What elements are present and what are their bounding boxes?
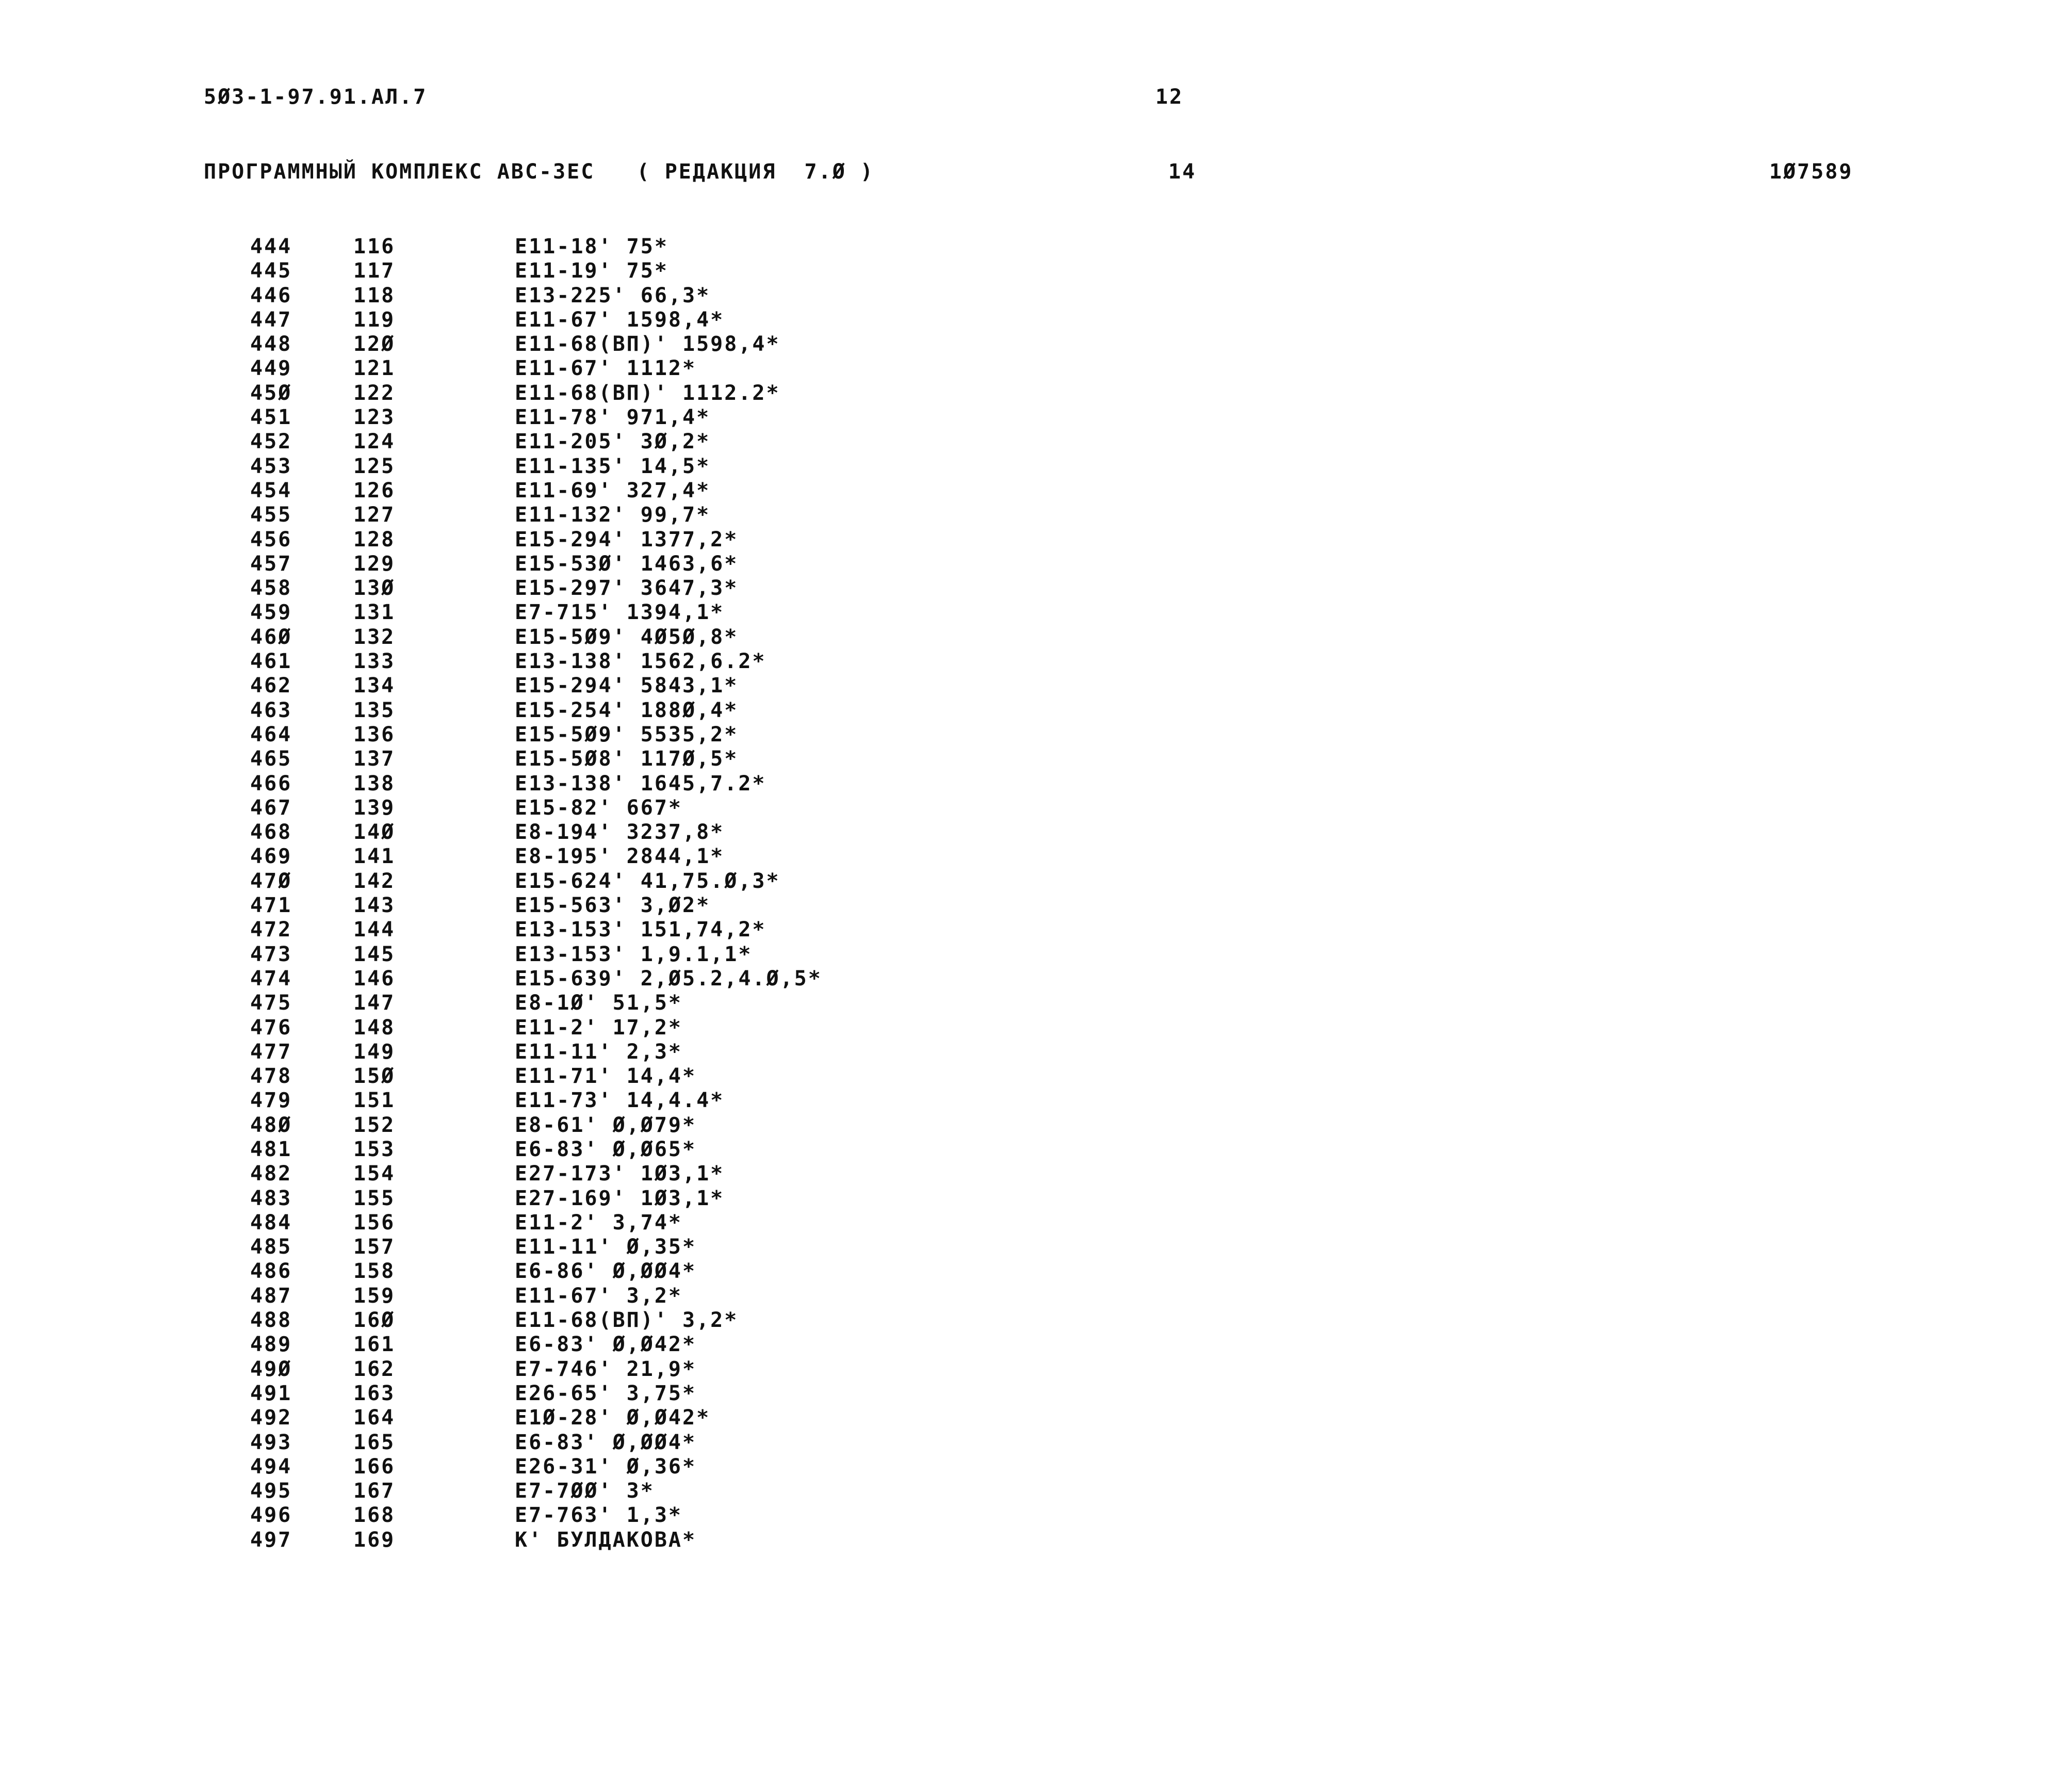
listing-row: [0, 1357, 2072, 1382]
row-number: 477: [250, 1040, 292, 1064]
card-number: 167: [353, 1479, 396, 1503]
record-text: E13-225' 66,3*: [515, 283, 711, 307]
record-text: E13-138' 1562,6.2*: [515, 650, 766, 674]
card-number: 152: [353, 1113, 396, 1137]
row-number: 444: [250, 235, 292, 258]
row-number: 494: [250, 1454, 292, 1479]
record-text: E8-194' 3237,8*: [515, 820, 725, 845]
row-number: 447: [250, 307, 292, 332]
listing-row: [0, 845, 2072, 869]
listing-row: [0, 1040, 2072, 1064]
listing-row: [0, 869, 2072, 894]
row-number: 469: [250, 845, 292, 869]
listing-row: [0, 674, 2072, 698]
listing-row: [0, 1284, 2072, 1308]
listing-row: [0, 723, 2072, 747]
listing-row: [0, 991, 2072, 1015]
record-text: E11-73' 14,4.4*: [515, 1089, 725, 1113]
card-number: 134: [353, 674, 396, 698]
record-text: E11-68(ВП)' 1112.2*: [515, 381, 780, 405]
card-number: 148: [353, 1015, 396, 1040]
record-text: E7-746' 21,9*: [515, 1357, 697, 1381]
row-number: 492: [250, 1406, 292, 1430]
listing-row: [0, 820, 2072, 845]
row-number: 458: [250, 576, 292, 601]
record-text: E8-61' Ø,Ø79*: [515, 1113, 697, 1137]
row-number: 446: [250, 283, 292, 307]
record-text: E11-18' 75*: [515, 235, 668, 258]
row-number: 464: [250, 722, 292, 747]
row-number: 457: [250, 552, 292, 576]
record-text: E11-2' 17,2*: [515, 1015, 682, 1040]
row-number: 482: [250, 1162, 292, 1186]
record-text: E11-67' 1598,4*: [515, 307, 725, 332]
record-text: E15-294' 1377,2*: [515, 527, 739, 552]
row-number: 49Ø: [250, 1357, 292, 1381]
row-number: 48Ø: [250, 1113, 292, 1137]
row-number: 483: [250, 1186, 292, 1210]
row-number: 449: [250, 356, 292, 381]
row-number: 463: [250, 698, 292, 722]
row-number: 487: [250, 1284, 292, 1308]
listing-row: [0, 601, 2072, 625]
record-text: E11-19' 75*: [515, 259, 668, 283]
card-number: 132: [353, 625, 396, 649]
listing-row: [0, 528, 2072, 552]
card-number: 131: [353, 601, 396, 625]
row-number: 479: [250, 1089, 292, 1113]
listing-row: [0, 405, 2072, 430]
record-text: E8-1Ø' 51,5*: [515, 991, 682, 1015]
card-number: 154: [353, 1162, 396, 1186]
record-text: E15-297' 3647,3*: [515, 576, 739, 601]
listing-row: [0, 650, 2072, 674]
listing-row: [0, 1064, 2072, 1089]
page-number: 14: [1168, 160, 1197, 184]
sheet-number: 12: [1155, 85, 1184, 109]
record-text: E27-173' 1Ø3,1*: [515, 1162, 725, 1186]
listing-row: [0, 308, 2072, 332]
row-number: 451: [250, 405, 292, 430]
listing-row: [0, 576, 2072, 601]
listing-row: [0, 699, 2072, 723]
listing-row: [0, 503, 2072, 527]
row-number: 471: [250, 894, 292, 918]
row-number: 468: [250, 820, 292, 845]
card-number: 163: [353, 1381, 396, 1405]
card-number: 119: [353, 307, 396, 332]
listing-row: [0, 455, 2072, 479]
card-number: 166: [353, 1454, 396, 1479]
row-number: 478: [250, 1064, 292, 1089]
listing-row: [0, 356, 2072, 381]
record-text: E11-11' Ø,35*: [515, 1235, 697, 1259]
row-number: 475: [250, 991, 292, 1015]
card-number: 147: [353, 991, 396, 1015]
record-text: E7-715' 1394,1*: [515, 601, 725, 625]
card-number: 137: [353, 747, 396, 771]
record-text: E15-294' 5843,1*: [515, 674, 739, 698]
document-code: 5Ø3-1-97.91.АЛ.7: [204, 85, 428, 109]
row-number: 47Ø: [250, 869, 292, 893]
card-number: 128: [353, 527, 396, 552]
record-text: E15-5Ø9' 4Ø5Ø,8*: [515, 625, 739, 649]
listing-row: [0, 1187, 2072, 1211]
record-text: E13-138' 1645,7.2*: [515, 771, 766, 796]
card-number: 161: [353, 1333, 396, 1357]
row-number: 491: [250, 1381, 292, 1405]
card-number: 149: [353, 1040, 396, 1064]
card-number: 142: [353, 869, 396, 893]
card-number: 135: [353, 698, 396, 722]
card-number: 125: [353, 454, 396, 478]
record-text: E6-83' Ø,ØØ4*: [515, 1430, 697, 1454]
listing-row: [0, 1235, 2072, 1259]
record-text: E11-68(ВП)' 1598,4*: [515, 332, 780, 356]
row-number: 484: [250, 1210, 292, 1235]
card-number: 122: [353, 381, 396, 405]
record-text: E15-53Ø' 1463,6*: [515, 552, 739, 576]
listing-row: [0, 918, 2072, 942]
record-text: E11-67' 1112*: [515, 356, 697, 381]
listing-row: [0, 772, 2072, 796]
record-text: E6-86' Ø,ØØ4*: [515, 1259, 697, 1284]
listing-row: [0, 1455, 2072, 1479]
card-number: 123: [353, 405, 396, 430]
record-text: E7-7ØØ' 3*: [515, 1479, 655, 1503]
record-text: E7-763' 1,3*: [515, 1503, 682, 1528]
record-text: E11-71' 14,4*: [515, 1064, 697, 1089]
card-number: 138: [353, 771, 396, 796]
row-number: 476: [250, 1015, 292, 1040]
listing-row: [0, 943, 2072, 967]
listing-row: [0, 1259, 2072, 1284]
listing-row: [0, 479, 2072, 503]
listing-row: [0, 1503, 2072, 1528]
card-number: 126: [353, 478, 396, 502]
record-text: E13-153' 151,74,2*: [515, 918, 766, 942]
card-number: 121: [353, 356, 396, 381]
listing-row: [0, 625, 2072, 650]
listing-row: [0, 1162, 2072, 1186]
record-text: E13-153' 1,9.1,1*: [515, 942, 753, 966]
record-text: E11-68(ВП)' 3,2*: [515, 1308, 739, 1333]
card-number: 144: [353, 918, 396, 942]
listing-row: [0, 1211, 2072, 1235]
record-text: E11-69' 327,4*: [515, 478, 711, 502]
row-number: 473: [250, 942, 292, 966]
listing-rows: [0, 235, 2072, 1552]
row-number: 453: [250, 454, 292, 478]
card-number: 145: [353, 942, 396, 966]
card-number: 118: [353, 283, 396, 307]
listing-row: [0, 894, 2072, 918]
listing-row: [0, 1113, 2072, 1138]
record-text: E11-78' 971,4*: [515, 405, 711, 430]
listing-row: [0, 1308, 2072, 1333]
card-number: 124: [353, 430, 396, 454]
record-text: E15-624' 41,75.Ø,3*: [515, 869, 780, 893]
listing-row: [0, 796, 2072, 820]
row-number: 495: [250, 1479, 292, 1503]
record-text: E15-563' 3,Ø2*: [515, 894, 711, 918]
card-number: 127: [353, 503, 396, 527]
row-number: 472: [250, 918, 292, 942]
card-number: 13Ø: [353, 576, 396, 601]
document-id: 1Ø7589: [1769, 160, 1853, 184]
row-number: 459: [250, 601, 292, 625]
listing-row: [0, 1431, 2072, 1455]
row-number: 489: [250, 1333, 292, 1357]
card-number: 151: [353, 1089, 396, 1113]
listing-row: [0, 552, 2072, 576]
card-number: 117: [353, 259, 396, 283]
listing-row: [0, 1089, 2072, 1113]
listing-row: [0, 430, 2072, 454]
row-number: 455: [250, 503, 292, 527]
card-number: 155: [353, 1186, 396, 1210]
card-number: 162: [353, 1357, 396, 1381]
listing-row: [0, 259, 2072, 283]
record-text: E15-5Ø9' 5535,2*: [515, 722, 739, 747]
row-number: 488: [250, 1308, 292, 1333]
row-number: 461: [250, 650, 292, 674]
record-text: E6-83' Ø,Ø42*: [515, 1333, 697, 1357]
listing-row: [0, 235, 2072, 259]
record-text: E11-2' 3,74*: [515, 1210, 682, 1235]
row-number: 465: [250, 747, 292, 771]
card-number: 116: [353, 235, 396, 258]
row-number: 456: [250, 527, 292, 552]
listing-row: [0, 1382, 2072, 1406]
card-number: 156: [353, 1210, 396, 1235]
record-text: E8-195' 2844,1*: [515, 845, 725, 869]
card-number: 136: [353, 722, 396, 747]
record-text: E11-205' 3Ø,2*: [515, 430, 711, 454]
program-title: ПРОГРАММНЫЙ КОМПЛЕКС АВС-3ЕС ( РЕДАКЦИЯ 7.Ø ): [204, 160, 874, 184]
record-text: E11-135' 14,5*: [515, 454, 711, 478]
card-number: 168: [353, 1503, 396, 1528]
card-number: 16Ø: [353, 1308, 396, 1333]
row-number: 448: [250, 332, 292, 356]
record-text: E27-169' 1Ø3,1*: [515, 1186, 725, 1210]
card-number: 146: [353, 966, 396, 991]
listing-row: [0, 1406, 2072, 1430]
card-number: 153: [353, 1137, 396, 1161]
listing-row: [0, 1138, 2072, 1162]
row-number: 452: [250, 430, 292, 454]
record-text: E15-5Ø8' 117Ø,5*: [515, 747, 739, 771]
record-text: E6-83' Ø,Ø65*: [515, 1137, 697, 1161]
card-number: 159: [353, 1284, 396, 1308]
row-number: 467: [250, 796, 292, 820]
listing-row: [0, 1479, 2072, 1503]
row-number: 466: [250, 771, 292, 796]
row-number: 474: [250, 966, 292, 991]
row-number: 462: [250, 674, 292, 698]
row-number: 496: [250, 1503, 292, 1528]
listing-row: [0, 967, 2072, 991]
record-text: E1Ø-28' Ø,Ø42*: [515, 1406, 711, 1430]
listing-row: [0, 1016, 2072, 1040]
card-number: 169: [353, 1528, 396, 1552]
listing-row: [0, 381, 2072, 405]
card-number: 143: [353, 894, 396, 918]
row-number: 486: [250, 1259, 292, 1284]
card-number: 12Ø: [353, 332, 396, 356]
row-number: 481: [250, 1137, 292, 1161]
listing-row: [0, 1528, 2072, 1552]
record-text: E15-82' 667*: [515, 796, 682, 820]
card-number: 165: [353, 1430, 396, 1454]
row-number: 454: [250, 478, 292, 502]
record-text: E15-639' 2,Ø5.2,4.Ø,5*: [515, 966, 822, 991]
record-text: E15-254' 188Ø,4*: [515, 698, 739, 722]
row-number: 45Ø: [250, 381, 292, 405]
card-number: 129: [353, 552, 396, 576]
listing-row: [0, 747, 2072, 771]
row-number: 46Ø: [250, 625, 292, 649]
listing-row: [0, 332, 2072, 356]
record-text: E26-31' Ø,36*: [515, 1454, 697, 1479]
card-number: 14Ø: [353, 820, 396, 845]
card-number: 15Ø: [353, 1064, 396, 1089]
record-text: E11-67' 3,2*: [515, 1284, 682, 1308]
listing-row: [0, 1333, 2072, 1357]
card-number: 158: [353, 1259, 396, 1284]
record-text: E26-65' 3,75*: [515, 1381, 697, 1405]
row-number: 485: [250, 1235, 292, 1259]
card-number: 164: [353, 1406, 396, 1430]
row-number: 445: [250, 259, 292, 283]
card-number: 139: [353, 796, 396, 820]
listing-row: [0, 284, 2072, 308]
record-text: E11-132' 99,7*: [515, 503, 711, 527]
row-number: 493: [250, 1430, 292, 1454]
card-number: 157: [353, 1235, 396, 1259]
row-number: 497: [250, 1528, 292, 1552]
card-number: 133: [353, 650, 396, 674]
record-text: E11-11' 2,3*: [515, 1040, 682, 1064]
card-number: 141: [353, 845, 396, 869]
record-text: К' БУЛДАКОВА*: [515, 1528, 697, 1552]
